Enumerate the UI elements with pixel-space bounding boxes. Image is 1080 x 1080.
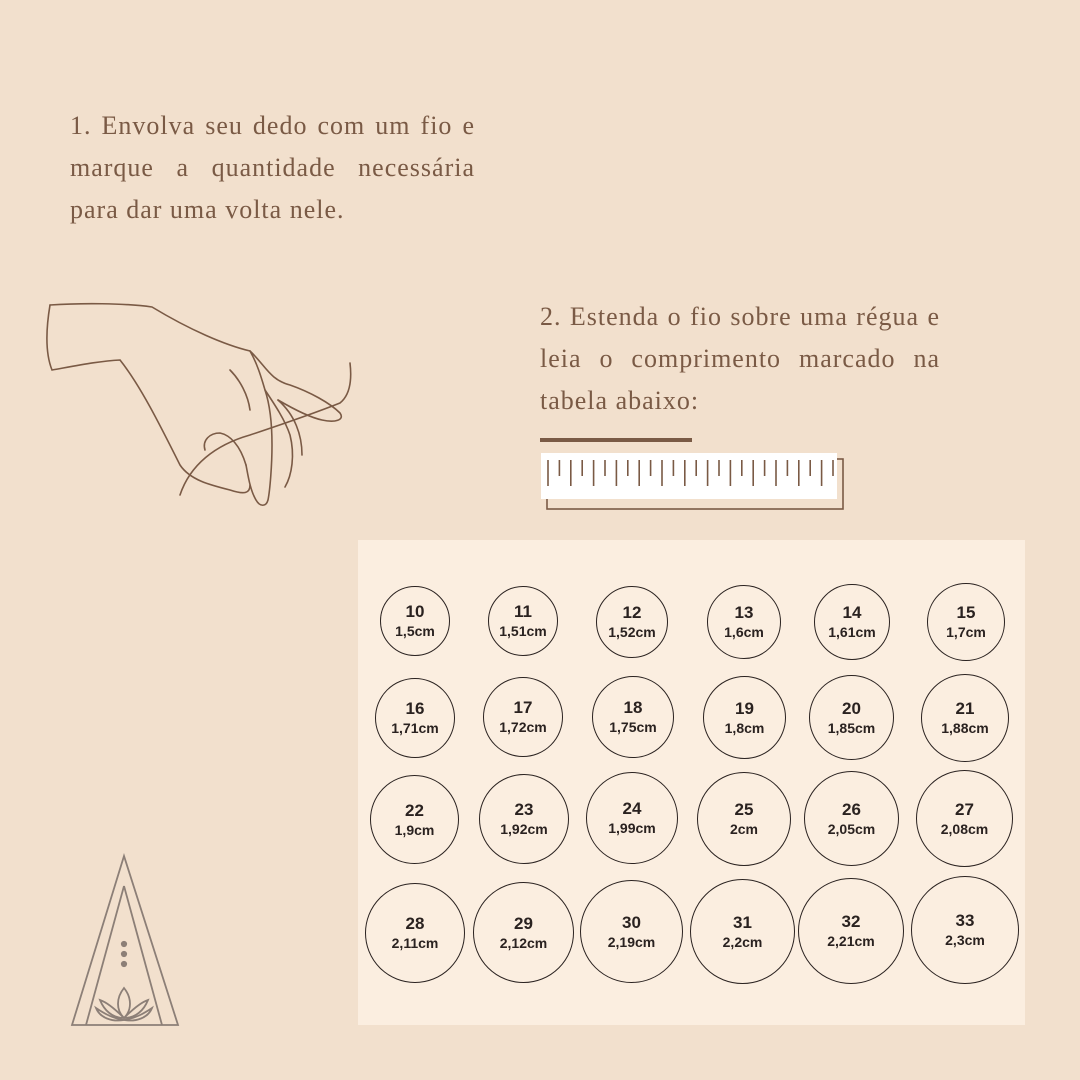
size-number: 16 (405, 699, 425, 718)
size-number: 10 (405, 602, 425, 621)
size-circle (380, 586, 450, 656)
size-length: 2cm (729, 821, 759, 837)
size-circle (365, 883, 465, 983)
size-number: 23 (514, 800, 534, 819)
size-number: 32 (841, 912, 861, 931)
size-length: 2,08cm (940, 820, 989, 837)
size-circle (479, 774, 569, 864)
size-circle (798, 878, 904, 984)
size-number: 22 (405, 800, 424, 820)
size-length: 2,12cm (499, 934, 548, 951)
size-circle (370, 775, 459, 864)
size-number: 18 (623, 698, 643, 717)
size-number: 33 (955, 911, 975, 930)
size-circle (697, 772, 791, 866)
size-length: 2,2cm (722, 933, 763, 950)
size-length: 1,51cm (499, 623, 547, 639)
size-number: 19 (735, 698, 754, 718)
size-number: 28 (405, 914, 425, 933)
size-number: 13 (734, 603, 754, 622)
size-number: 25 (734, 800, 754, 819)
size-length: 1,9cm (394, 821, 435, 838)
size-number: 17 (513, 698, 533, 717)
size-length: 1,99cm (608, 820, 656, 836)
hand-with-thread-icon (40, 295, 360, 515)
size-circle (921, 674, 1009, 762)
size-number: 26 (842, 799, 861, 819)
size-circle (580, 880, 683, 983)
size-length: 1,71cm (391, 720, 439, 736)
size-circle (596, 586, 668, 658)
size-length: 1,6cm (724, 624, 764, 640)
size-length: 1,52cm (608, 624, 656, 640)
size-length: 2,05cm (827, 820, 876, 837)
size-circle (927, 583, 1005, 661)
size-circle (809, 675, 894, 760)
size-circle (916, 770, 1013, 867)
size-number: 12 (622, 603, 642, 622)
size-circle (804, 771, 899, 866)
size-length: 1,92cm (500, 821, 548, 837)
size-number: 29 (514, 913, 533, 933)
size-length: 1,85cm (827, 719, 876, 736)
size-circle (586, 772, 678, 864)
size-length: 1,88cm (941, 720, 989, 736)
size-circle (483, 677, 563, 757)
size-circle (911, 876, 1019, 984)
size-length: 1,8cm (724, 719, 765, 736)
size-number: 14 (842, 603, 862, 622)
size-number: 21 (955, 699, 975, 718)
size-circle (703, 676, 786, 759)
lotus-triangle-logo-icon (66, 850, 186, 1030)
instruction-step-2: 2. Estenda o fio sobre uma régua e leia o comprimento marcado na tabela abaixo: (540, 302, 940, 415)
size-circle (814, 584, 890, 660)
size-length: 1,7cm (946, 624, 986, 640)
size-length: 1,72cm (499, 719, 547, 735)
instruction-step-1: 1. Envolva seu dedo com um fio e marque a quantidade necessária para dar uma volta nele. (70, 111, 475, 224)
size-circle (707, 585, 781, 659)
size-number: 31 (733, 912, 752, 932)
ruler-icon (538, 436, 848, 512)
size-number: 27 (955, 799, 974, 819)
size-circle (690, 879, 795, 984)
size-length: 1,75cm (609, 719, 657, 735)
size-number: 15 (956, 603, 976, 622)
size-length: 2,3cm (945, 932, 985, 948)
size-length: 2,21cm (827, 933, 875, 949)
size-circle (473, 882, 574, 983)
size-number: 11 (514, 602, 532, 621)
size-number: 20 (842, 698, 861, 718)
size-number: 30 (622, 912, 641, 932)
size-circle (592, 676, 674, 758)
size-length: 1,61cm (828, 624, 876, 640)
size-length: 2,19cm (607, 933, 656, 950)
size-length: 2,11cm (391, 935, 439, 951)
size-circle (488, 586, 558, 656)
size-number: 24 (622, 799, 642, 818)
size-circle (375, 678, 455, 758)
size-length: 1,5cm (395, 623, 435, 639)
ring-size-table (358, 540, 1025, 1025)
